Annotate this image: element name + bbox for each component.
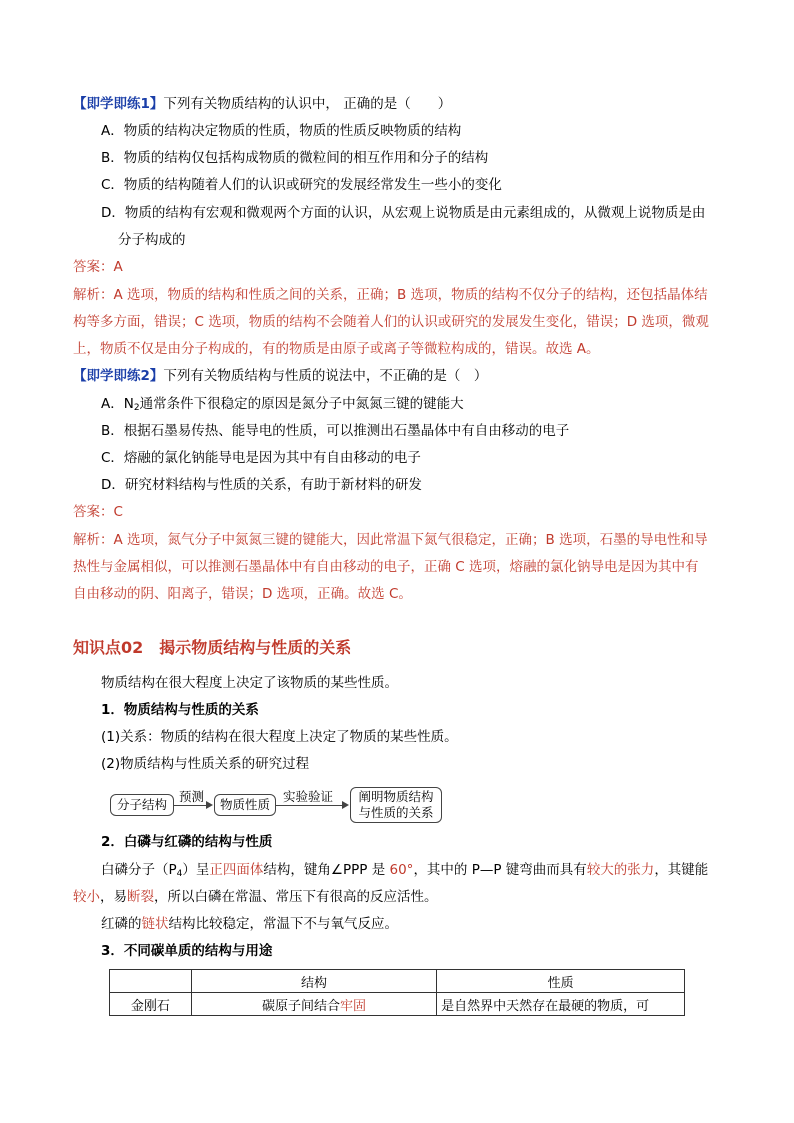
practice1-analysis-2: 构等多方面，错误；C 选项，物质的结构不会随着人们的认识或研究的发展发生变化，错误；D 选项，微观 bbox=[73, 314, 709, 330]
practice2-analysis-2: 热性与金属相似，可以推测石墨晶体中有自由移动的电子，正确 C 选项，熔融的氯化钠导电是因为其中有 bbox=[73, 559, 699, 575]
practice2-option-d: D．研究材料结构与性质的关系，有助于新材料的研发 bbox=[101, 477, 422, 493]
practice1-option-b: B．物质的结构仅包括构成物质的微粒间的相互作用和分子的结构 bbox=[101, 150, 489, 166]
table-row bbox=[110, 993, 685, 1016]
practice1-question: 下列有关物质结构的认识中， 正确的是（ ） bbox=[163, 96, 452, 112]
table-cell-highlight: 牢固 bbox=[339, 998, 366, 1014]
practice1-option-c: C．物质的结构随着人们的认识或研究的发展经常发生一些小的变化 bbox=[101, 177, 502, 193]
practice1-option-d: D．物质的结构有宏观和微观两个方面的认识，从宏观上说物质是由元素组成的，从微观上说物质是由 bbox=[101, 205, 706, 221]
flow-arrow-line-2 bbox=[276, 805, 343, 806]
wp-text-7: ，所以白磷在常温、常压下有很高的反应活性。 bbox=[154, 889, 438, 905]
practice1-answer: 答案：A bbox=[73, 259, 123, 275]
practice2-tag: 【即学即练2】 bbox=[73, 368, 164, 384]
white-phosphorus-line-1 bbox=[101, 860, 708, 884]
flow-arrow-head-1 bbox=[206, 801, 213, 809]
table-header-row bbox=[110, 970, 685, 993]
section-title: 知识点02 揭示物质结构与性质的关系 bbox=[73, 638, 352, 657]
wp-text-3: 结构，键角∠PPP 是 bbox=[263, 862, 390, 878]
flow-box-properties: 物质性质 bbox=[214, 794, 276, 816]
rp-text-2: 结构比较稳定，常温下不与氧气反应。 bbox=[168, 916, 398, 932]
table-cell: 金刚石 bbox=[110, 993, 192, 1016]
practice2-question-line bbox=[73, 366, 487, 386]
wp-text-5: ，其键能 bbox=[654, 862, 709, 878]
subheading-1: 1．物质结构与性质的关系 bbox=[101, 702, 259, 718]
subheading-2: 2．白磷与红磷的结构与性质 bbox=[101, 834, 273, 850]
table-header-cell: 结构 bbox=[191, 970, 436, 993]
practice2-option-b: B．根据石墨易传热、能导电的性质，可以推测出石墨晶体中有自由移动的电子 bbox=[101, 423, 570, 439]
wp-text-2: ）呈 bbox=[182, 862, 210, 878]
practice2-option-a-prefix: A．N bbox=[101, 396, 134, 412]
wp-sub: 4 bbox=[176, 869, 183, 879]
practice1-option-d-cont: 分子构成的 bbox=[118, 232, 186, 248]
relation-paragraph: (1)关系：物质的结构在很大程度上决定了物质的某些性质。 bbox=[101, 729, 458, 745]
white-phosphorus-line-2 bbox=[73, 887, 438, 907]
flow-arrow-line-1 bbox=[174, 805, 207, 806]
practice2-option-a-rest: 通常条件下很稳定的原因是氮分子中氮氮三键的键能大 bbox=[139, 396, 464, 412]
carbon-allotropes-table bbox=[109, 969, 685, 1016]
flow-box-molecular-structure: 分子结构 bbox=[110, 794, 174, 816]
wp-highlight-break: 断裂 bbox=[127, 889, 154, 905]
wp-text-6: ，易 bbox=[100, 889, 127, 905]
practice1-tag: 【即学即练1】 bbox=[73, 96, 164, 112]
rp-text-1: 红磷的 bbox=[101, 916, 142, 932]
practice1-analysis-1: 解析：A 选项，物质的结构和性质之间的关系，正确；B 选项，物质的结构不仅分子的结构，还包括晶体结 bbox=[73, 287, 708, 303]
practice2-question: 下列有关物质结构与性质的说法中，不正确的是（ ） bbox=[163, 368, 488, 384]
practice2-answer: 答案：C bbox=[73, 504, 123, 520]
table-cell bbox=[191, 993, 436, 1016]
wp-highlight-small: 较小 bbox=[73, 889, 100, 905]
table-header-cell: 性质 bbox=[437, 970, 685, 993]
practice2-option-c: C．熔融的氯化钠能导电是因为其中有自由移动的电子 bbox=[101, 450, 421, 466]
flow-arrow-head-2 bbox=[342, 801, 349, 809]
practice1-question-line bbox=[73, 94, 451, 114]
practice1-option-a: A．物质的结构决定物质的性质，物质的性质反映物质的结构 bbox=[101, 123, 462, 139]
process-paragraph: (2)物质结构与性质关系的研究过程 bbox=[101, 756, 310, 772]
wp-highlight-tetrahedron: 正四面体 bbox=[209, 862, 264, 878]
rp-highlight-chain: 链状 bbox=[141, 916, 169, 932]
wp-highlight-tension: 较大的张力 bbox=[586, 862, 655, 878]
flow-arrow-label-predict: 预测 bbox=[179, 789, 205, 804]
red-phosphorus-line bbox=[101, 914, 398, 934]
wp-text-4: ，其中的 P—P 键弯曲而具有 bbox=[413, 862, 587, 878]
table-header-cell bbox=[110, 970, 192, 993]
flow-box-conclusion-line2: 与性质的关系 bbox=[358, 805, 434, 820]
flow-box-conclusion-line1: 阐明物质结构 bbox=[358, 789, 434, 804]
table-cell: 是自然界中天然存在最硬的物质，可 bbox=[437, 993, 685, 1016]
practice2-analysis-3: 自由移动的阴、阳离子，错误；D 选项，正确。故选 C。 bbox=[73, 586, 412, 602]
practice2-option-a bbox=[101, 394, 464, 418]
practice1-analysis-3: 上，物质不仅是由分子构成的，有的物质是由原子或离子等微粒构成的，错误。故选 A。 bbox=[73, 341, 600, 357]
practice2-analysis-1: 解析：A 选项，氮气分子中氮氮三键的键能大，因此常温下氮气很稳定，正确；B 选项，石墨的导电性和导 bbox=[73, 532, 708, 548]
subheading-3: 3．不同碳单质的结构与用途 bbox=[101, 943, 273, 959]
wp-text-1: 白磷分子（P bbox=[101, 862, 177, 878]
flow-box-conclusion bbox=[350, 787, 442, 823]
flow-arrow-label-verify: 实验验证 bbox=[283, 789, 334, 804]
section-intro: 物质结构在很大程度上决定了该物质的某些性质。 bbox=[101, 675, 398, 691]
wp-highlight-angle: 60° bbox=[389, 862, 414, 878]
practice2-option-a-sub: 2 bbox=[133, 403, 140, 413]
table-cell-text: 碳原子间结合 bbox=[261, 998, 340, 1014]
